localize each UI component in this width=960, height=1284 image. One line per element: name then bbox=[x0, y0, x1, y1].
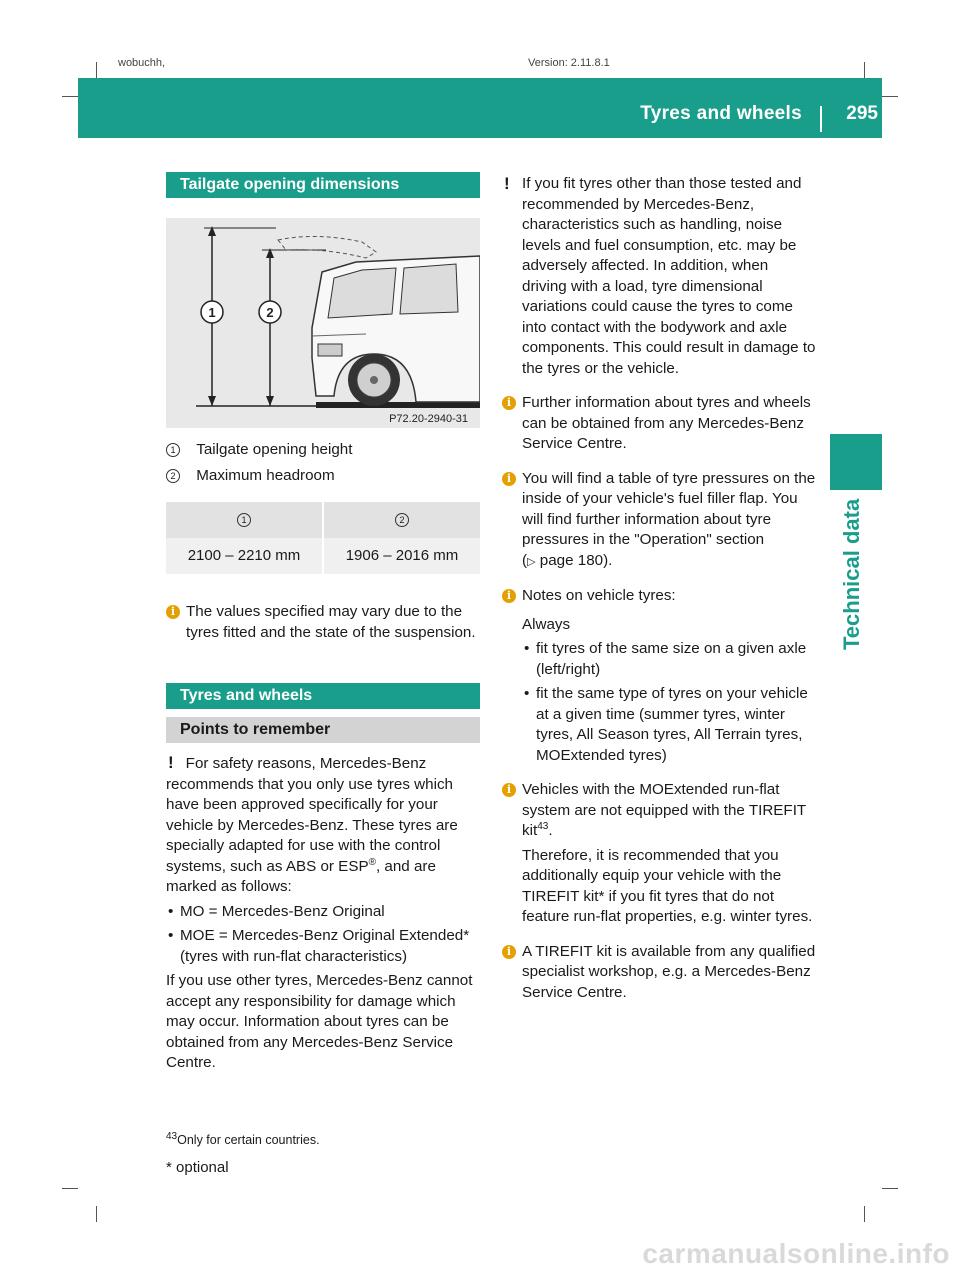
info-note bbox=[502, 942, 816, 1004]
crop-mark bbox=[96, 62, 97, 78]
info-note: i You will find a table of tyre pressures on the inside of your vehicle's fuel filler flap. You will find further information about tyre pressures in the "Operation" section (▷ page 180). bbox=[502, 469, 816, 573]
marker-2: 2 bbox=[166, 469, 180, 483]
warning-note bbox=[502, 174, 816, 379]
info-text: Further information about tyres and wheels can be obtained from any Mercedes-Benz Service Centre. bbox=[522, 394, 811, 452]
right-column bbox=[502, 174, 816, 1003]
list-item: • fit tyres of the same size on a given axle (left/right) bbox=[524, 640, 807, 678]
legend-text: Tailgate opening height bbox=[196, 441, 353, 458]
crop-mark bbox=[96, 1206, 97, 1222]
tailgate-figure bbox=[166, 218, 480, 428]
legend-text: Maximum headroom bbox=[196, 467, 335, 484]
header-divider bbox=[820, 106, 822, 132]
table-cell: 1906 – 2016 mm bbox=[323, 538, 480, 574]
svg-text:1: 1 bbox=[208, 305, 216, 320]
info-note: i Vehicles with the MOExtended run-flat system are not equipped with the TIREFIT kit$^{43}$. Therefore, it is recommended that you additionally equip your vehicle with the TIREFIT kit* if you fit tyres that do not feature run-flat properties, e.g. winter tyres. bbox=[502, 780, 816, 928]
info-icon: i bbox=[502, 396, 516, 410]
info-text: Therefore, it is recommended that you additionally equip your vehicle with the TIREFIT kit* if you fit tyres that do not feature run-flat properties, e.g. winter tyres. bbox=[522, 846, 813, 925]
print-meta-center: Version: 2.11.8.1 bbox=[528, 58, 610, 68]
other-tyres-text: If you use other tyres, Mercedes-Benz cannot accept any responsibility for damage which may occur. Information about tyres can be obtained from any Mercedes-Benz Service Centre. bbox=[166, 972, 473, 1071]
optional-note: * optional bbox=[166, 1159, 229, 1176]
header-title: Tyres and wheels bbox=[640, 103, 802, 124]
table-cell: 2100 – 2210 mm bbox=[166, 538, 323, 574]
page-reference-link[interactable]: page 180). bbox=[539, 551, 613, 569]
crop-mark bbox=[882, 96, 898, 97]
info-icon: i bbox=[166, 605, 180, 619]
info-note bbox=[502, 393, 816, 455]
info-note bbox=[166, 602, 480, 643]
list-item: • fit the same type of tyres on your vehicle at a given time (summer tyres, winter tyres, All Season tyres, All Terrain tyres, MOExtended tyres) bbox=[524, 685, 808, 764]
vehicle-rear-illustration bbox=[166, 218, 480, 428]
legend-item bbox=[166, 440, 480, 462]
info-icon: i bbox=[502, 945, 516, 959]
marker-1: 1 bbox=[166, 443, 180, 457]
info-title: Notes on vehicle tyres: bbox=[522, 587, 676, 604]
crop-mark bbox=[62, 96, 78, 97]
info-icon: i bbox=[502, 472, 516, 486]
figure-code: P72.20-2940-31 bbox=[389, 413, 468, 425]
print-meta-left: wobuchh, bbox=[118, 58, 166, 68]
crop-mark bbox=[864, 1206, 865, 1222]
warning-text: For safety reasons, Mercedes-Benz recommends that you only use tyres which have been approved specifically for your vehicle by Mercedes-Benz. These tyres are specially adapted for use with the control systems, such as ABS or ESP bbox=[166, 755, 458, 875]
chapter-tab bbox=[830, 434, 882, 490]
footnote-ref[interactable]: 43 bbox=[537, 820, 549, 832]
footnote bbox=[166, 1130, 320, 1151]
list-item: • MOE = Mercedes-Benz Original Extended* (tyres with run-flat characteristics) bbox=[168, 927, 470, 965]
info-text: A TIREFIT kit is available from any qualified specialist workshop, e.g. a Mercedes-Benz Service Centre. bbox=[522, 942, 816, 1001]
registered-mark: ® bbox=[368, 856, 376, 868]
page-header bbox=[78, 78, 882, 138]
page-number: 295 bbox=[846, 103, 878, 124]
warning-note bbox=[166, 753, 480, 1074]
crop-mark bbox=[62, 1188, 78, 1189]
legend-item bbox=[166, 466, 480, 488]
crop-mark bbox=[864, 62, 865, 78]
warning-text: If you fit tyres other than those tested and recommended by Mercedes-Benz, characteristics such as handling, noise levels and fuel consumption, etc. may be adversely affected. In addition, when driving with a load, tyre dimensional variations could cause the tyres to come into contact with the bodywork and axle components. This could result in damage to the tyres or the vehicle. bbox=[522, 175, 816, 377]
warning-text-end: , and are marked as follows: bbox=[166, 857, 436, 895]
section-heading-tyres: Tyres and wheels bbox=[166, 683, 480, 709]
info-always: Always bbox=[522, 615, 571, 633]
note-text: The values specified may vary due to the tyres fitted and the state of the suspension. bbox=[186, 603, 476, 641]
warning-icon: ! bbox=[168, 753, 174, 772]
svg-text:2: 2 bbox=[266, 305, 274, 320]
info-text: Vehicles with the MOExtended run-flat system are not equipped with the TIREFIT kit bbox=[522, 781, 806, 839]
info-text: You will find a table of tyre pressures on the inside of your vehicle's fuel filler flap. You will find further information about tyre pressures in the "Operation" section bbox=[522, 469, 816, 548]
list-item: • MO = Mercedes-Benz Original bbox=[168, 902, 385, 920]
dimensions-table bbox=[166, 502, 480, 574]
info-icon: i bbox=[502, 589, 516, 603]
footnote-number: 43 bbox=[166, 1130, 178, 1142]
subheading-points: Points to remember bbox=[166, 717, 480, 743]
watermark: carmanualsonline.info bbox=[642, 1238, 950, 1269]
page-ref-arrow-icon: ▷ bbox=[527, 555, 536, 568]
info-note bbox=[502, 586, 816, 766]
warning-icon: ! bbox=[504, 174, 510, 193]
table-header: 1 bbox=[166, 502, 323, 538]
chapter-label: Technical data bbox=[839, 498, 864, 650]
footnote-text: Only for certain countries. bbox=[177, 1133, 320, 1147]
left-column bbox=[166, 172, 480, 1074]
table-header: 2 bbox=[323, 502, 480, 538]
info-icon: i bbox=[502, 783, 516, 797]
section-heading-tailgate: Tailgate opening dimensions bbox=[166, 172, 480, 198]
crop-mark bbox=[882, 1188, 898, 1189]
